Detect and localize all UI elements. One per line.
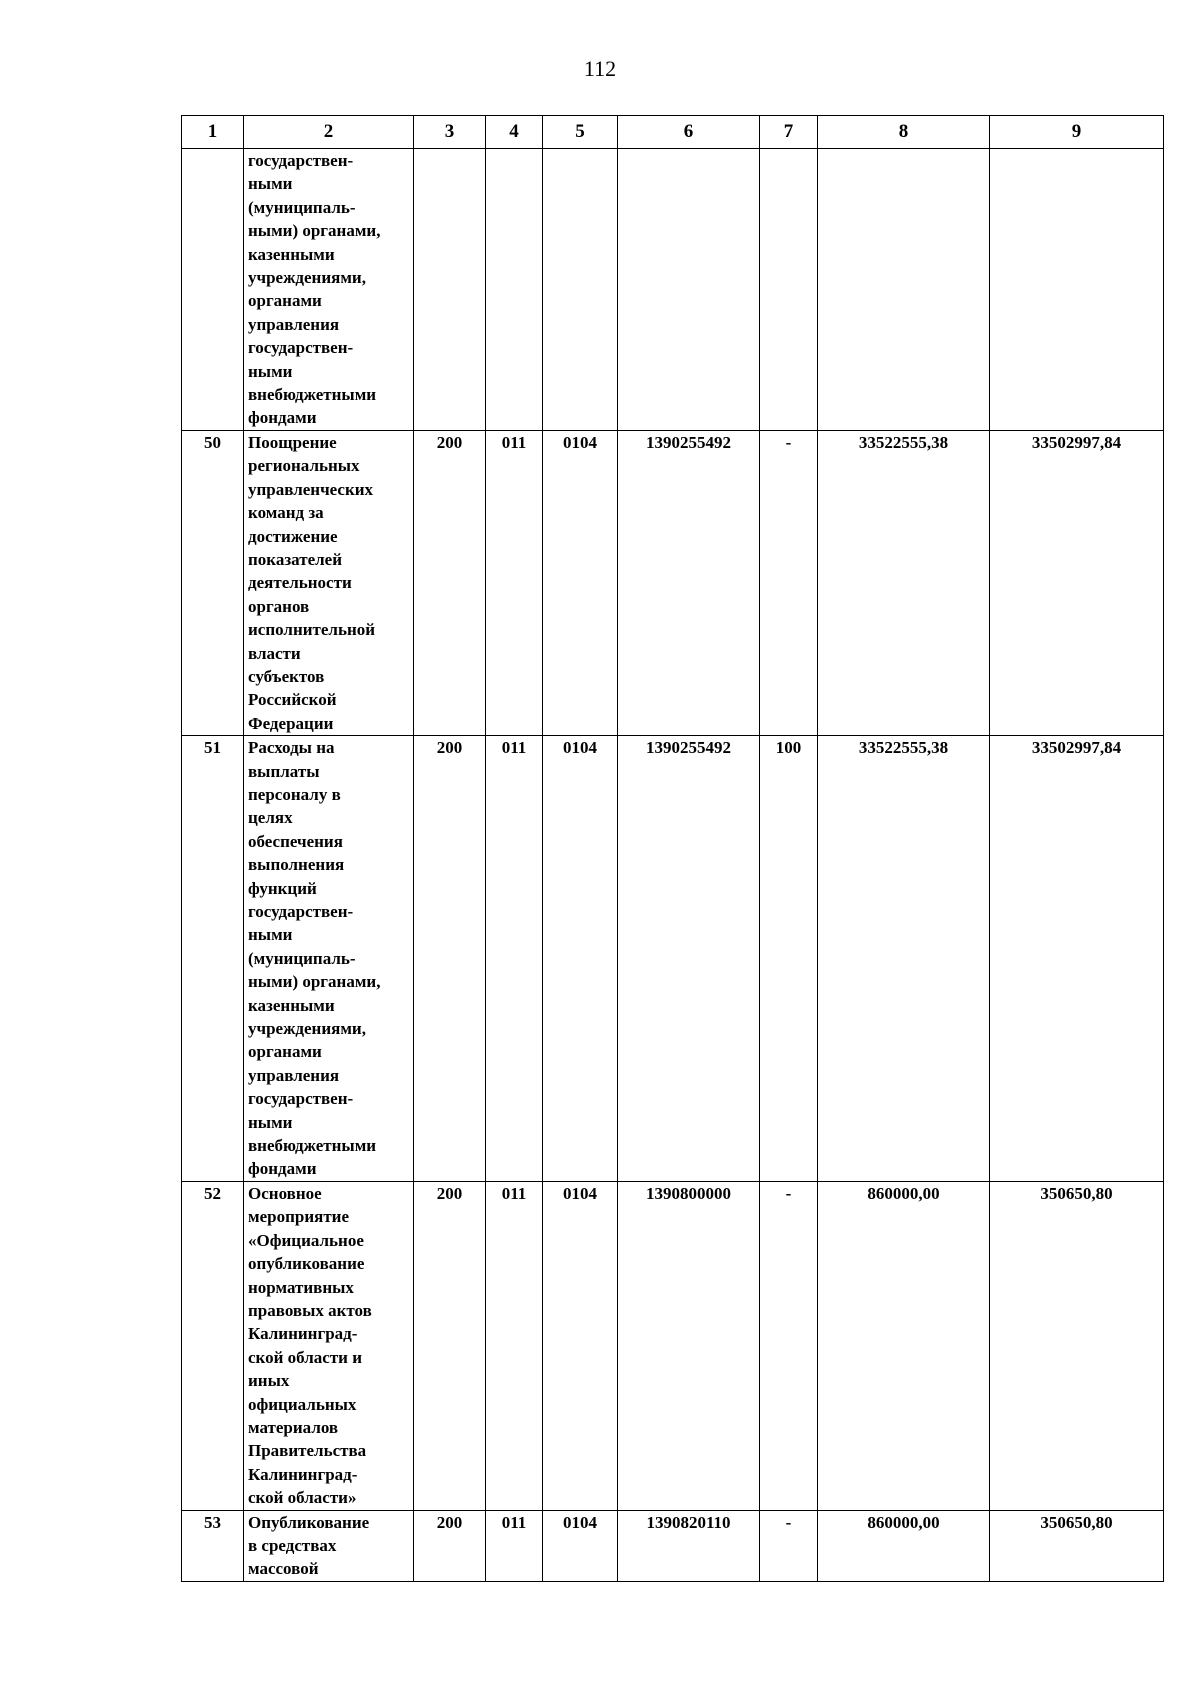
header-cell: 6: [618, 116, 760, 149]
expense-type-cell: 100: [760, 736, 818, 1182]
description-line: мероприятие: [248, 1207, 350, 1227]
row-number-cell: [182, 149, 244, 431]
budget-table: [181, 115, 1164, 1582]
description-line: материалов: [248, 1417, 339, 1437]
description-line: казенными: [248, 244, 335, 264]
description-line: Калининград-: [248, 1324, 358, 1344]
description-line: ными: [248, 174, 293, 194]
description-cell: [244, 430, 414, 735]
header-cell: 1: [182, 116, 244, 149]
description-line: Правительства: [248, 1441, 367, 1461]
description-line: команд за: [248, 503, 324, 523]
description-line: казенными: [248, 995, 335, 1015]
row-number-cell: 52: [182, 1181, 244, 1510]
target-article-cell: 1390820110: [618, 1510, 760, 1581]
description-line: ными: [248, 361, 293, 381]
row-number-cell: 51: [182, 736, 244, 1182]
description-cell: [244, 149, 414, 431]
ministry-code-cell: 200: [414, 1510, 486, 1581]
description-line: ской области»: [248, 1488, 357, 1508]
description-cell: [244, 736, 414, 1182]
expense-type-cell: -: [760, 430, 818, 735]
description-line: управления: [248, 314, 340, 334]
description-line: фондами: [248, 408, 317, 428]
executed-amount-cell: 350650,80: [990, 1181, 1164, 1510]
description-line: Опубликование: [248, 1512, 370, 1532]
description-line: выполнения: [248, 855, 345, 875]
ministry-code-cell: 200: [414, 430, 486, 735]
description-line: деятельности: [248, 573, 352, 593]
expense-type-cell: -: [760, 1510, 818, 1581]
description-line: органами: [248, 291, 322, 311]
planned-amount-cell: 33522555,38: [818, 430, 990, 735]
ministry-code-cell: 200: [414, 1181, 486, 1510]
section-code-cell: [543, 149, 618, 431]
description-line: государствен-: [248, 338, 354, 358]
chapter-code-cell: 011: [486, 430, 543, 735]
chapter-code-cell: 011: [486, 1181, 543, 1510]
description-line: управленческих: [248, 479, 374, 499]
chapter-code-cell: 011: [486, 1510, 543, 1581]
executed-amount-cell: [990, 149, 1164, 431]
description-line: массовой: [248, 1559, 319, 1579]
description-line: Расходы на: [248, 738, 335, 758]
header-cell: 3: [414, 116, 486, 149]
header-cell: 9: [990, 116, 1164, 149]
description-line: власти: [248, 643, 301, 663]
executed-amount-cell: 33502997,84: [990, 736, 1164, 1182]
description-line: обеспечения: [248, 831, 343, 851]
table-row: [182, 1181, 1164, 1510]
row-number-cell: 50: [182, 430, 244, 735]
header-row: [182, 116, 1164, 149]
description-line: ской области и: [248, 1347, 363, 1367]
target-article-cell: 1390255492: [618, 736, 760, 1182]
description-line: государствен-: [248, 902, 354, 921]
target-article-cell: 1390255492: [618, 430, 760, 735]
description-line: внебюджетными: [248, 385, 377, 405]
section-code-cell: 0104: [543, 1510, 618, 1581]
executed-amount-cell: 350650,80: [990, 1510, 1164, 1581]
description-line: ными: [248, 925, 293, 945]
table-row: [182, 149, 1164, 431]
header-cell: 5: [543, 116, 618, 149]
description-line: фондами: [248, 1159, 317, 1179]
table-row: [182, 1510, 1164, 1581]
header-cell: 8: [818, 116, 990, 149]
executed-amount-cell: 33502997,84: [990, 430, 1164, 735]
planned-amount-cell: [818, 149, 990, 431]
section-code-cell: 0104: [543, 736, 618, 1182]
description-line: Основное: [248, 1183, 322, 1203]
description-line: официальных: [248, 1394, 357, 1414]
table-row: [182, 736, 1164, 1182]
description-line: внебюджетными: [248, 1136, 377, 1156]
page-number: 112: [583, 56, 617, 81]
description-line: учреждениями,: [248, 268, 366, 288]
description-line: (муниципаль-: [248, 197, 356, 217]
table-row: [182, 430, 1164, 735]
target-article-cell: 1390800000: [618, 1181, 760, 1510]
description-line: правовых актов: [248, 1300, 372, 1320]
description-line: выплаты: [248, 761, 320, 781]
description-line: ными: [248, 1112, 293, 1132]
target-article-cell: [618, 149, 760, 431]
description-cell: [244, 1510, 414, 1581]
ministry-code-cell: 200: [414, 736, 486, 1182]
description-line: управления: [248, 1065, 340, 1085]
description-line: показателей: [248, 549, 342, 569]
expense-type-cell: [760, 149, 818, 431]
planned-amount-cell: 860000,00: [818, 1510, 990, 1581]
chapter-code-cell: 011: [486, 736, 543, 1182]
description-line: Калининград-: [248, 1464, 358, 1484]
description-line: региональных: [248, 456, 360, 476]
description-line: Федерации: [248, 713, 334, 733]
description-line: иных: [248, 1371, 290, 1391]
row-number-cell: 53: [182, 1510, 244, 1581]
description-line: Поощрение: [248, 432, 337, 452]
description-line: достижение: [248, 526, 338, 546]
description-line: государствен-: [248, 151, 354, 170]
description-line: в средствах: [248, 1535, 337, 1555]
description-line: органами: [248, 1042, 322, 1062]
description-line: опубликование: [248, 1254, 365, 1274]
description-line: целях: [248, 808, 293, 828]
section-code-cell: 0104: [543, 1181, 618, 1510]
description-line: ными) органами,: [248, 221, 381, 241]
description-line: «Официальное: [248, 1230, 364, 1250]
header-cell: 4: [486, 116, 543, 149]
description-line: (муниципаль-: [248, 948, 356, 968]
description-line: учреждениями,: [248, 1019, 366, 1039]
planned-amount-cell: 33522555,38: [818, 736, 990, 1182]
chapter-code-cell: [486, 149, 543, 431]
description-cell: [244, 1181, 414, 1510]
description-line: Российской: [248, 690, 337, 710]
description-line: персоналу в: [248, 784, 341, 804]
header-cell: 2: [244, 116, 414, 149]
description-line: ными) органами,: [248, 972, 381, 992]
expense-type-cell: -: [760, 1181, 818, 1510]
ministry-code-cell: [414, 149, 486, 431]
description-line: государствен-: [248, 1089, 354, 1109]
description-line: субъектов: [248, 666, 325, 686]
planned-amount-cell: 860000,00: [818, 1181, 990, 1510]
description-line: функций: [248, 878, 317, 898]
description-line: нормативных: [248, 1277, 354, 1297]
description-line: исполнительной: [248, 620, 376, 640]
description-line: органов: [248, 596, 310, 616]
header-cell: 7: [760, 116, 818, 149]
section-code-cell: 0104: [543, 430, 618, 735]
